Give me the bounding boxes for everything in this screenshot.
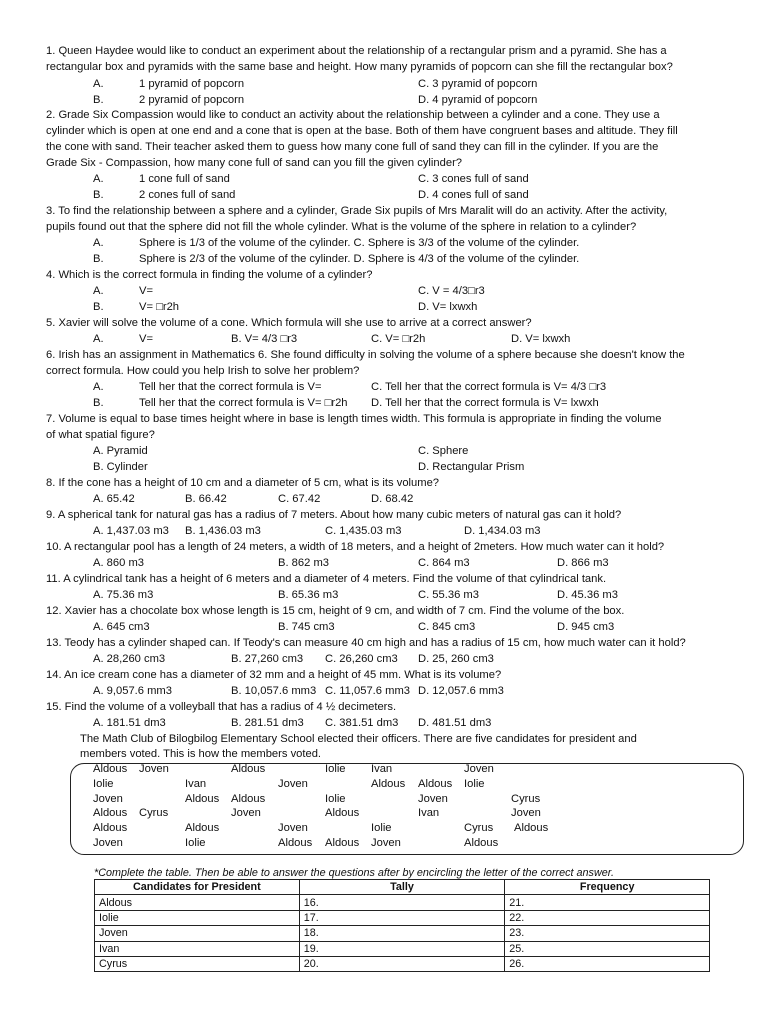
q1-option-a-letter[interactable]: A. <box>93 78 104 90</box>
q7-stem-line1: 7. Volume is equal to base times height where in base is length times width. This formula is appropriate in finding the volume <box>46 413 662 425</box>
q10-option-a[interactable]: A. 860 m3 <box>93 557 144 569</box>
q7-option-d[interactable]: D. Rectangular Prism <box>418 461 525 473</box>
q6-stem-line2: correct formula. How could you help Irish to solve her problem? <box>46 365 360 377</box>
q14-option-b[interactable]: B. 10,057.6 mm3 <box>231 685 317 697</box>
q4-option-a-letter[interactable]: A. <box>93 285 104 297</box>
q9-option-c[interactable]: C. 1,435.03 m3 <box>325 525 402 537</box>
q11-option-c[interactable]: C. 55.36 m3 <box>418 589 479 601</box>
q8-stem: 8. If the cone has a height of 10 cm and a diameter of 5 cm, what is its volume? <box>46 477 440 489</box>
candidate-name: Aldous <box>95 895 300 910</box>
q13-option-b[interactable]: B. 27,260 cm3 <box>231 653 304 665</box>
tally-cell[interactable]: 17. <box>299 910 505 925</box>
q14-option-c[interactable]: C. 11,057.6 mm3 <box>325 685 410 697</box>
q2-option-b[interactable]: 2 cones full of sand <box>139 189 236 201</box>
q15-option-b[interactable]: B. 281.51 dm3 <box>231 717 304 729</box>
vote: Aldous <box>231 793 266 805</box>
frequency-cell[interactable]: 21. <box>505 895 710 910</box>
vote: Iolie <box>325 763 346 775</box>
q4-option-d[interactable]: D. V= lxwxh <box>418 301 478 313</box>
frequency-cell[interactable]: 23. <box>505 926 710 941</box>
frequency-cell[interactable]: 25. <box>505 941 710 956</box>
vote: Aldous <box>278 837 313 849</box>
header-frequency: Frequency <box>505 880 710 895</box>
q10-option-b[interactable]: B. 862 m3 <box>278 557 329 569</box>
q5-option-b[interactable]: B. V= 4/3 □r3 <box>231 333 298 345</box>
q11-stem: 11. A cylindrical tank has a height of 6 meters and a diameter of 4 meters. Find the volume of that cylindrical tank. <box>46 573 607 585</box>
q6-stem-line1: 6. Irish has an assignment in Mathematics 6. She found difficulty in solving the volume of a sphere because she doesn't know the <box>46 349 685 361</box>
header-candidates: Candidates for President <box>95 880 300 895</box>
q5-option-a[interactable]: V= <box>139 333 153 345</box>
q3-option-a-letter[interactable]: A. <box>93 237 104 249</box>
vote: Joven <box>278 822 308 834</box>
q12-option-a[interactable]: A. 645 cm3 <box>93 621 150 633</box>
vote: Aldous <box>514 822 549 834</box>
q9-stem: 9. A spherical tank for natural gas has a radius of 7 meters. About how many cubic meters of natural gas can it hold? <box>46 509 622 521</box>
q10-stem: 10. A rectangular pool has a length of 24 meters, a width of 18 meters, and a height of 2meters. How much water can it hold? <box>46 541 665 553</box>
vote: Joven <box>511 807 541 819</box>
q5-option-d[interactable]: D. V= lxwxh <box>511 333 571 345</box>
table-row <box>95 910 710 925</box>
q13-option-d[interactable]: D. 25, 260 cm3 <box>418 653 494 665</box>
table-row <box>95 895 710 910</box>
tally-cell[interactable]: 19. <box>299 941 505 956</box>
q4-option-b-letter[interactable]: B. <box>93 301 104 313</box>
vote: Joven <box>371 837 401 849</box>
vote: Joven <box>418 793 448 805</box>
q3-option-b-letter[interactable]: B. <box>93 253 104 265</box>
candidate-name: Ivan <box>95 941 300 956</box>
q2-stem-line2: cylinder which is open at one end and a cone that is open at the base. Both of them have congruent bases and altitude. They fill <box>46 125 678 137</box>
vote: Ivan <box>418 807 440 819</box>
vote: Joven <box>464 763 494 775</box>
table-header-row <box>95 880 710 895</box>
table-row <box>95 941 710 956</box>
q2-option-a[interactable]: 1 cone full of sand <box>139 173 230 185</box>
vote: Ivan <box>371 763 393 775</box>
q15-option-c[interactable]: C. 381.51 dm3 <box>325 717 399 729</box>
q2-option-c[interactable]: C. 3 cones full of sand <box>418 173 529 185</box>
vote: Aldous <box>418 778 453 790</box>
q1-option-b[interactable]: 2 pyramid of popcorn <box>139 94 245 106</box>
tally-instruction: *Complete the table. Then be able to answer the questions after by encircling the letter of the correct answer. <box>94 867 614 879</box>
vote: Iolie <box>371 822 392 834</box>
q3-options-a-c[interactable]: Sphere is 1/3 of the volume of the cylinder. C. Sphere is 3/3 of the volume of the cylinder. <box>139 237 580 249</box>
q10-option-c[interactable]: C. 864 m3 <box>418 557 470 569</box>
q5-option-c[interactable]: C. V= □r2h <box>371 333 426 345</box>
q12-stem: 12. Xavier has a chocolate box whose length is 15 cm, height of 9 cm, and width of 7 cm. Find the volume of the box. <box>46 605 625 617</box>
vote: Aldous <box>185 822 220 834</box>
election-intro-line2: members voted. This is how the members voted. <box>80 748 322 760</box>
table-row <box>95 926 710 941</box>
vote: Iolie <box>325 793 346 805</box>
vote: Cyrus <box>511 793 541 805</box>
q15-stem: 15. Find the volume of a volleyball that has a radius of 4 ½ decimeters. <box>46 701 397 713</box>
vote: Aldous <box>325 807 360 819</box>
q8-option-a[interactable]: A. 65.42 <box>93 493 135 505</box>
q14-option-d[interactable]: D. 12,057.6 mm3 <box>418 685 504 697</box>
q14-option-a[interactable]: A. 9,057.6 mm3 <box>93 685 172 697</box>
vote: Joven <box>93 793 123 805</box>
q2-option-b-letter[interactable]: B. <box>93 189 104 201</box>
tally-table <box>94 879 710 972</box>
q9-option-b[interactable]: B. 1,436.03 m3 <box>185 525 261 537</box>
q2-stem-line3: the cone with sand. Their teacher asked them to guess how many cone full of sand they can fill in the cylinder. If you are the <box>46 141 659 153</box>
q6-option-b[interactable]: Tell her that the correct formula is V= □r2h <box>139 397 348 409</box>
table-row <box>95 956 710 971</box>
candidate-name: Iolie <box>95 910 300 925</box>
q7-option-b[interactable]: B. Cylinder <box>93 461 148 473</box>
q15-option-d[interactable]: D. 481.51 dm3 <box>418 717 492 729</box>
q5-stem: 5. Xavier will solve the volume of a cone. Which formula will she use to arrive at a correct answer? <box>46 317 532 329</box>
q1-option-d[interactable]: D. 4 pyramid of popcorn <box>418 94 538 106</box>
q8-option-d[interactable]: D. 68.42 <box>371 493 414 505</box>
q5-option-a-letter[interactable]: A. <box>93 333 104 345</box>
q13-stem: 13. Teody has a cylinder shaped can. If Teody's can measure 40 cm high and has a radius of 15 cm, how much water can it hold? <box>46 637 686 649</box>
q4-option-c[interactable]: C. V = 4/3□r3 <box>418 285 485 297</box>
candidate-name: Cyrus <box>95 956 300 971</box>
vote: Joven <box>231 807 261 819</box>
election-intro-line1: The Math Club of Bilogbilog Elementary School elected their officers. There are five candidates for president and <box>80 733 637 745</box>
vote: Cyrus <box>464 822 494 834</box>
q6-option-b-letter[interactable]: B. <box>93 397 104 409</box>
vote: Aldous <box>231 763 266 775</box>
q4-option-b[interactable]: V= □r2h <box>139 301 180 313</box>
header-tally: Tally <box>299 880 505 895</box>
q1-stem-line1: 1. Queen Haydee would like to conduct an experiment about the relationship of a rectangular prism and a pyramid. She has a <box>46 45 667 57</box>
q11-option-d[interactable]: D. 45.36 m3 <box>557 589 618 601</box>
q3-stem-line2: pupils found out that the sphere did not fill the whole cylinder. What is the volume of the sphere in relation to a cylinder? <box>46 221 637 233</box>
q13-option-c[interactable]: C. 26,260 cm3 <box>325 653 398 665</box>
q12-option-c[interactable]: C. 845 cm3 <box>418 621 476 633</box>
vote: Ivan <box>185 778 207 790</box>
q6-option-a-letter[interactable]: A. <box>93 381 104 393</box>
vote: Iolie <box>185 837 206 849</box>
q10-option-d[interactable]: D. 866 m3 <box>557 557 609 569</box>
votes-box <box>70 763 744 855</box>
q11-option-a[interactable]: A. 75.36 m3 <box>93 589 154 601</box>
candidate-name: Joven <box>95 926 300 941</box>
q2-option-d[interactable]: D. 4 cones full of sand <box>418 189 529 201</box>
tally-cell[interactable]: 20. <box>299 956 505 971</box>
q2-stem-line1: 2. Grade Six Compassion would like to conduct an activity about the relationship between a cylinder and a cone. They use a <box>46 109 660 121</box>
q13-option-a[interactable]: A. 28,260 cm3 <box>93 653 166 665</box>
q8-option-c[interactable]: C. 67.42 <box>278 493 321 505</box>
q15-option-a[interactable]: A. 181.51 dm3 <box>93 717 166 729</box>
q7-option-c[interactable]: C. Sphere <box>418 445 469 457</box>
q7-option-a[interactable]: A. Pyramid <box>93 445 148 457</box>
vote: Aldous <box>371 778 406 790</box>
vote: Iolie <box>93 778 114 790</box>
q6-option-c[interactable]: C. Tell her that the correct formula is V= 4/3 □r3 <box>371 381 607 393</box>
tally-cell[interactable]: 16. <box>299 895 505 910</box>
q2-option-a-letter[interactable]: A. <box>93 173 104 185</box>
frequency-cell[interactable]: 26. <box>505 956 710 971</box>
q14-stem: 14. An ice cream cone has a diameter of 32 mm and a height of 45 mm. What is its volume? <box>46 669 502 681</box>
q1-option-b-letter[interactable]: B. <box>93 94 104 106</box>
q12-option-b[interactable]: B. 745 cm3 <box>278 621 335 633</box>
q3-options-b-d[interactable]: Sphere is 2/3 of the volume of the cylinder. D. Sphere is 4/3 of the volume of the cylinder. <box>139 253 580 265</box>
q3-stem-line1: 3. To find the relationship between a sphere and a cylinder, Grade Six pupils of Mrs Maralit will do an activity. After the activity, <box>46 205 668 217</box>
frequency-cell[interactable]: 22. <box>505 910 710 925</box>
q4-stem: 4. Which is the correct formula in finding the volume of a cylinder? <box>46 269 373 281</box>
vote: Aldous <box>185 793 220 805</box>
q8-option-b[interactable]: B. 66.42 <box>185 493 227 505</box>
vote: Joven <box>278 778 308 790</box>
q9-option-d[interactable]: D. 1,434.03 m3 <box>464 525 541 537</box>
q9-option-a[interactable]: A. 1,437.03 m3 <box>93 525 169 537</box>
q7-stem-line2: of what spatial figure? <box>46 429 155 441</box>
vote: Iolie <box>464 778 485 790</box>
vote: Aldous <box>464 837 499 849</box>
q6-option-d[interactable]: D. Tell her that the correct formula is V= lxwxh <box>371 397 599 409</box>
vote: Joven <box>139 763 169 775</box>
vote: Aldous <box>93 763 128 775</box>
vote: Aldous <box>93 822 128 834</box>
q11-option-b[interactable]: B. 65.36 m3 <box>278 589 339 601</box>
tally-cell[interactable]: 18. <box>299 926 505 941</box>
q1-option-c[interactable]: C. 3 pyramid of popcorn <box>418 78 538 90</box>
vote: Cyrus <box>139 807 169 819</box>
q1-option-a[interactable]: 1 pyramid of popcorn <box>139 78 245 90</box>
q4-option-a[interactable]: V= <box>139 285 153 297</box>
vote: Aldous <box>325 837 360 849</box>
q12-option-d[interactable]: D. 945 cm3 <box>557 621 615 633</box>
q1-stem-line2: rectangular box and pyramids with the same base and height. How many pyramids of popcorn can she fill the rectangular box? <box>46 61 673 73</box>
q2-stem-line4: Grade Six - Compassion, how many cone full of sand can you fill the given cylinder? <box>46 157 463 169</box>
vote: Joven <box>93 837 123 849</box>
q6-option-a[interactable]: Tell her that the correct formula is V= <box>139 381 322 393</box>
vote: Aldous <box>93 807 128 819</box>
